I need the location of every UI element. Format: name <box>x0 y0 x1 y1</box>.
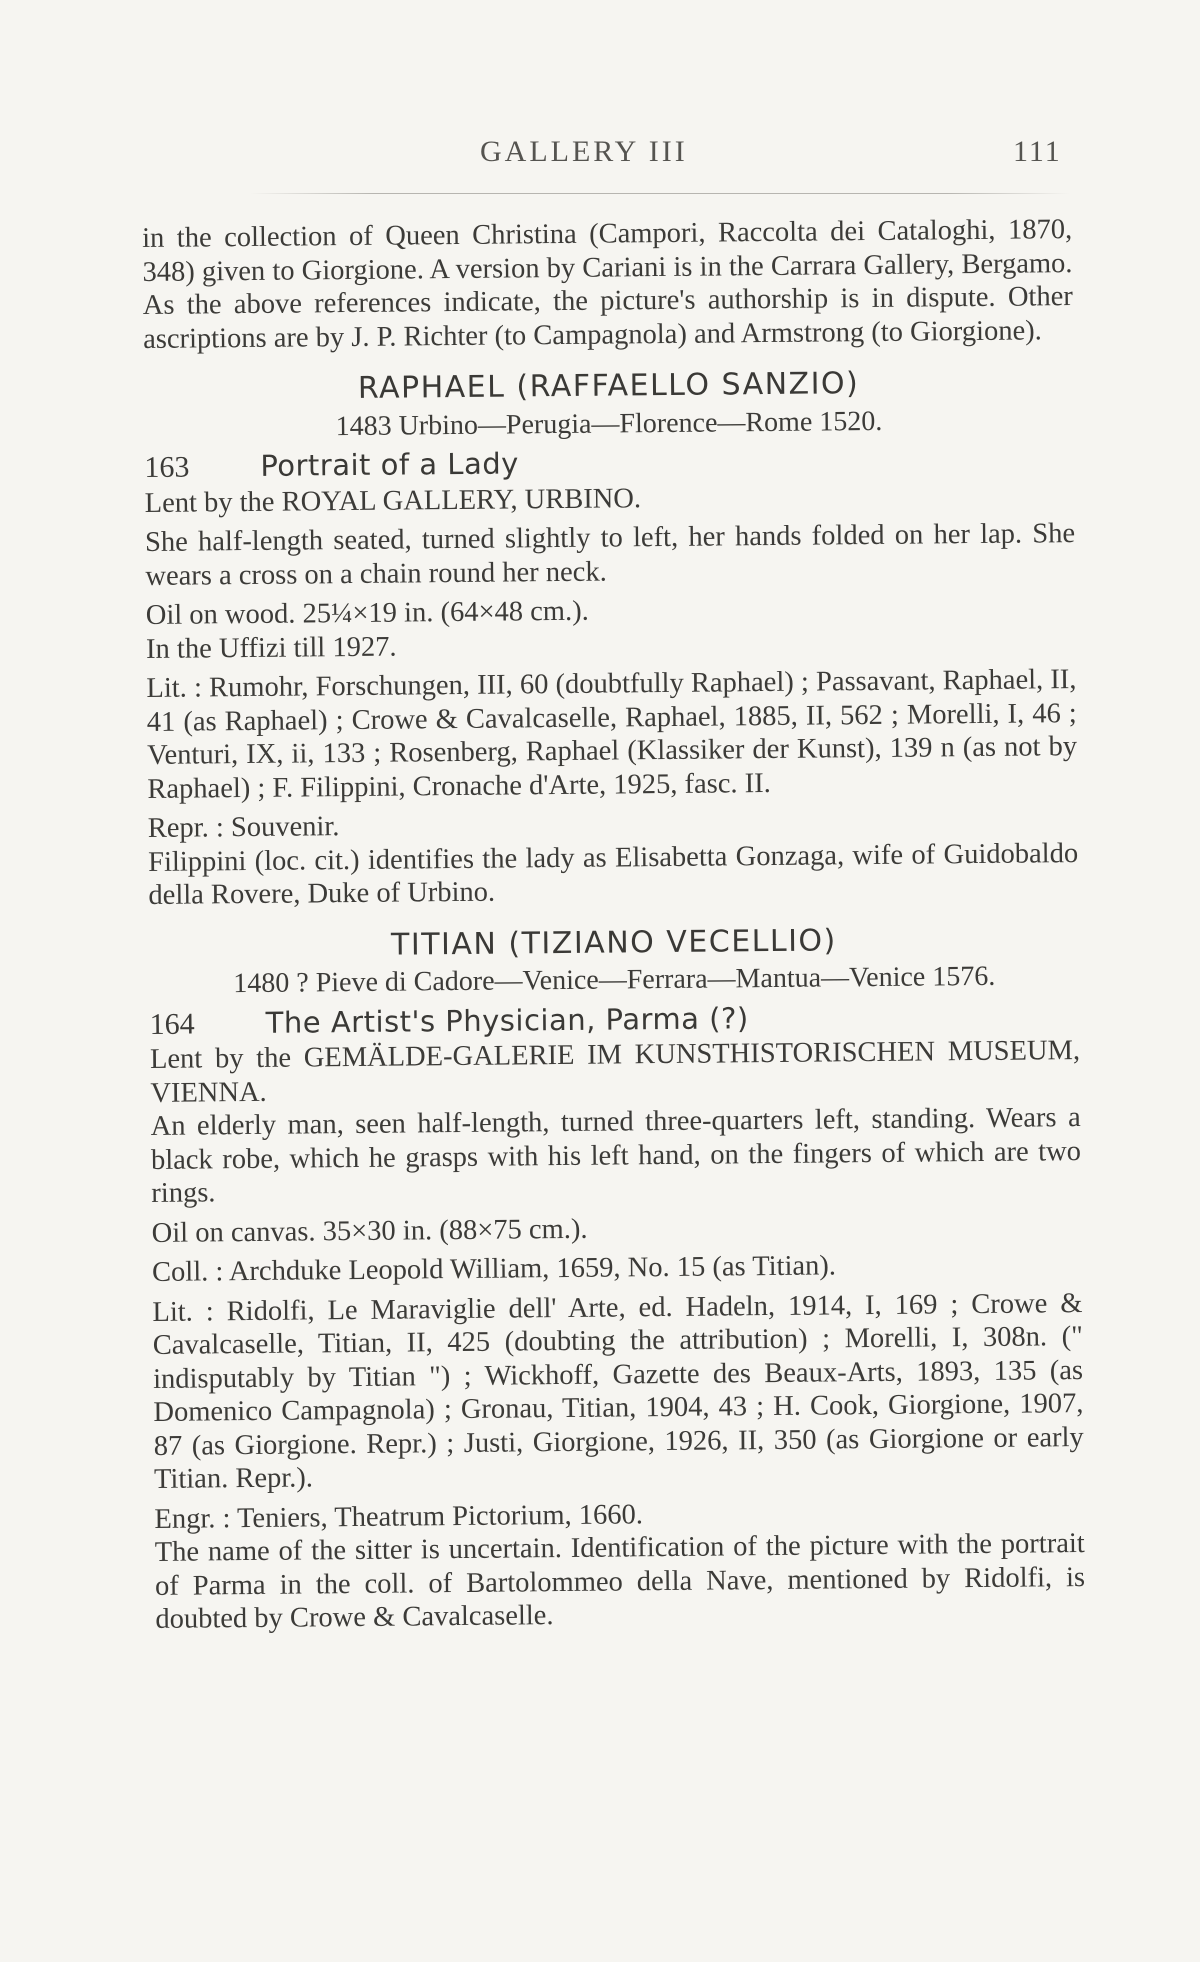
artist-heading-raphael: RAPHAEL (RAFFAELLO SANZIO) <box>357 366 860 406</box>
intro-line: is in the Carrara Gallery, Bergamo. As the above references <box>142 247 1073 321</box>
note-paragraph <box>155 1527 1086 1636</box>
body-text <box>142 213 1086 1636</box>
lent-paragraph <box>150 1034 1081 1110</box>
catalogue-number: 163 <box>144 450 190 484</box>
literature-paragraph <box>152 1287 1084 1497</box>
note-paragraph <box>148 837 1079 913</box>
intro-line: are by J. P. Richter (to Campagnola) and Armstrong (to <box>273 316 904 354</box>
literature-line: Crowe & Cavalcaselle, Titian, II, 425 (doubting the attribution) ; <box>152 1287 1083 1361</box>
catalogue-title: Portrait of a Lady <box>260 446 519 483</box>
lent-line: VIENNA. <box>150 1076 267 1109</box>
intro-paragraph <box>142 213 1073 356</box>
literature-paragraph <box>146 663 1077 806</box>
note-line: The name of the sitter is uncertain. Identification of the picture <box>154 1529 889 1568</box>
literature-line: Titian. Repr.). <box>153 1462 314 1495</box>
description-line: An elderly man, seen half-length, turned three-quarters left, <box>150 1104 861 1142</box>
intro-line: Cataloghi, 1870, 348) given to Giorgione. A version by Cariani <box>142 214 1073 288</box>
literature-line: Beaux-Arts, 1893, 135 (as Domenico Campagnola) ; Gronau, <box>153 1354 1084 1428</box>
reproduction-line: Repr. : Souvenir. <box>147 811 340 844</box>
provenance-line: In the Uffizi till 1927. <box>145 631 397 665</box>
description-paragraph <box>145 517 1076 593</box>
intro-line: in the collection of Queen Christina (Campori, Raccolta dei <box>142 216 866 254</box>
engraving-line: Engr. : Teniers, Theatrum Pictorium, 1660. <box>154 1498 644 1535</box>
lent-line: Lent by the ROYAL GALLERY, URBINO. <box>144 482 642 519</box>
literature-line: Titian, 1904, 43 ; H. Cook, Giorgione, 1907, 87 (as Giorgione. <box>153 1388 1084 1462</box>
literature-line: Lit. : Rumohr, Forschungen, III, 60 (doubtfully Raphael) ; <box>146 666 810 704</box>
lent-line: Lent by the GEMÄLDE-GALERIE IM KUNSTHISTORISCHEN MUSEUM, <box>149 1035 1081 1075</box>
collection-line: Coll. : Archduke Leopold William, 1659, No. 15 (as Titian). <box>151 1250 837 1288</box>
catalogue-number: 164 <box>149 1007 195 1041</box>
intro-line: indicate, the picture's authorship is in dispute. Other ascriptions <box>142 281 1073 355</box>
page-number: 111 <box>1013 135 1062 168</box>
medium-line: Oil on canvas. 35×30 in. (88×75 cm.). <box>151 1213 588 1249</box>
header-rule <box>250 193 1070 194</box>
description-line: on the fingers of which are two rings. <box>151 1135 1082 1209</box>
catalogue-title: The Artist's Physician, Parma (?) <box>265 1000 749 1040</box>
note-line: Nave, mentioned by Ridolfi, is doubted by Crowe & Cavalcaselle. <box>155 1561 1086 1635</box>
description-line: standing. Wears a black robe, which he grasps with his left hand, <box>150 1102 1081 1176</box>
artist-heading-titian: TITIAN (TIZIANO VECELLIO) <box>390 922 837 963</box>
note-line: with the portrait of Parma in the coll. of Bartolommeo della <box>154 1528 1085 1602</box>
description-line: on her lap. She wears a cross on a chain round her neck. <box>145 518 1076 592</box>
literature-line: Passavant, Raphael, II, 41 (as Raphael) ; Crowe & Cavalcaselle, <box>146 664 1077 738</box>
literature-line: Raphael, 1885, II, 562 ; Morelli, I, 46 ; Venturi, IX, ii, 133 ; <box>146 697 1077 771</box>
description-line: She half-length seated, turned slightly to left, her hands folded <box>144 519 885 558</box>
literature-line: Rosenberg, Raphael (Klassiker der Kunst), 139 n (as not by <box>389 731 1078 769</box>
artist-dates-raphael: 1483 Urbino—Perugia—Florence—Rome 1520. <box>335 405 883 442</box>
literature-line: Repr.) ; Justi, Giorgione, 1926, II, 350 (as Giorgione or early <box>366 1421 1084 1460</box>
artist-dates-titian: 1480 ? Pieve di Cadore—Venice—Ferrara—Mantua—Venice 1576. <box>233 960 996 1000</box>
medium-line: Oil on wood. 25¼×19 in. (64×48 cm.). <box>145 595 589 631</box>
note-line: of Guidobaldo della Rovere, Duke of Urbino. <box>148 837 1079 911</box>
description-paragraph <box>151 1101 1082 1210</box>
literature-line: Raphael) ; F. Filippini, Cronache d'Arte, 1925, fasc. II. <box>147 767 771 805</box>
note-line: Filippini (loc. cit.) identifies the lady as Elisabetta Gonzaga, wife <box>147 839 904 878</box>
running-head <box>0 135 1200 175</box>
intro-line: Giorgione). <box>909 314 1042 348</box>
running-title: GALLERY III <box>480 135 688 168</box>
literature-line: Morelli, I, 308n. (" indisputably by Titian ") ; Wickhoff, Gazette des <box>152 1321 1083 1395</box>
literature-line: Lit. : Ridolfi, Le Maraviglie dell' Arte, ed. Hadeln, 1914, I, 169 ; <box>152 1288 959 1328</box>
